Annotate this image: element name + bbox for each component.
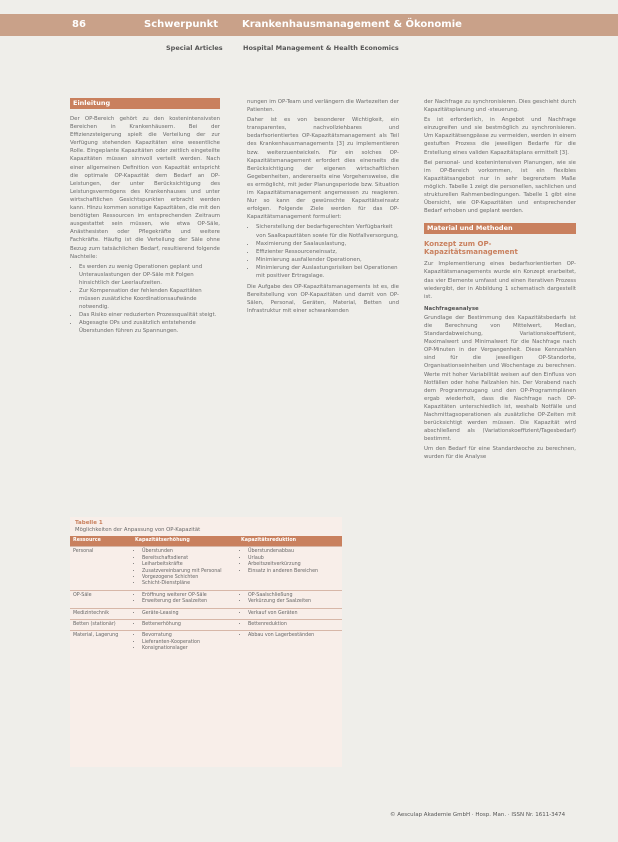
list-item: • Konsignationslager: [142, 646, 235, 652]
list-item: • Zur Kompensation der fehlenden Kapazitäten müssen zusätzliche Koordinationsaufwände notwendig.: [79, 287, 220, 311]
list-item: • Lieferanten-Kooperation: [142, 640, 235, 646]
list-item: • Geräte-Leasing: [142, 611, 235, 617]
list-item: • Verkürzung der Saalzeiten: [248, 599, 339, 605]
decrease-cell: [238, 620, 342, 631]
list-item: • Einsatz in anderen Bereichen: [248, 569, 339, 575]
list-item: • Sicherstellung der bedarfsgerechten Verfügbarkeit von Saalkapazitäten sowie für die Notfallversorgung,: [256, 223, 399, 239]
body-paragraph: Um den Bedarf für eine Standardwoche zu berechnen, wurden für die Analyse: [424, 446, 576, 461]
list-item: • Minimierung ausfallender Operationen,: [256, 256, 399, 264]
table-caption: Möglichkeiten der Anpassung von OP-Kapazität: [75, 527, 201, 533]
table-header-row: [70, 536, 342, 547]
subheader-left: Special Articles: [166, 44, 223, 52]
decrease-cell: [238, 631, 342, 655]
table-row: [70, 590, 342, 608]
resource-cell: OP-Säle: [70, 590, 132, 608]
list-item: • Bettenerhöhung: [142, 622, 235, 628]
increase-cell: [132, 608, 238, 619]
list-item: • Arbeitszeitverkürzung: [248, 562, 339, 568]
list-item: • Es werden zu wenig Operationen geplant und Unterauslastungen der OP-Säle mit Folgen hinsichtlich der Leerlaufzeiten.: [79, 263, 220, 287]
list-item: • Abgesagte OPs und zusätzlich entstehende Überstunden führen zu Spannungen.: [79, 319, 220, 335]
table-label: Tabelle 1: [75, 520, 103, 526]
section-heading-einleitung: Einleitung: [70, 98, 220, 109]
body-paragraph: Bei personal- und kostenintensiven Planungen, wie sie im OP-Bereich vorkommen, ist ein flexibles Kapazitätsangebot nur in sehr begrenztem Maße möglich. Tabelle 1 zeigt die personellen, sachlichen und strukturellen Rahmenbedingungen. Tabelle 1 gibt eine Übersicht, wie OP-Kapazitäten und entsprechender Bedarf erhoben und geplant werden.: [424, 159, 576, 215]
table-header-cell: Kapazitätserhöhung: [132, 536, 238, 547]
decrease-cell: [238, 547, 342, 590]
body-paragraph: Daher ist es von besonderer Wichtigkeit, ein transparentes, nachvollziehbares und bedarfsorientiertes OP-Kapazitätsmanagement als Teil des Krankenhausmanagements [3] zu implementieren bzw. weiterzuentwickeln. Für ein solches OP-Kapazitätsmanagement erfordert dies einerseits die Berücksichtigung der eigenen wirtschaftlichen Gegebenheiten, andererseits eine Vorgehensweise, die es ermöglicht, mit jeder Planungsperiode bzw. Situation im Kapazitätsmanagement angemessen zu reagieren. Nur so kann der gewünschte Kapazitätseinsatz erfolgen. Folgende Ziele werden für das OP-Kapazitätsmanagement formuliert:: [247, 117, 399, 221]
list-item: • Überstundenabbau: [248, 549, 339, 555]
table-row: [70, 608, 342, 619]
list-item: • OP-Saalschließung: [248, 593, 339, 599]
resource-cell: Betten (stationär): [70, 620, 132, 631]
body-paragraph: der Nachfrage zu synchronisieren. Dies geschieht durch Kapazitätsplanung und -steuerung.: [424, 99, 576, 114]
list-item: • Überstunden: [142, 549, 235, 555]
increase-cell: [132, 631, 238, 655]
table-header-cell: Ressource: [70, 536, 132, 547]
capacity-table: [70, 536, 342, 655]
table-header-cell: Kapazitätsreduktion: [238, 536, 342, 547]
decrease-cell: [238, 608, 342, 619]
bullet-list: [247, 223, 399, 280]
list-item: • Leiharbeitskräfte: [142, 562, 235, 568]
list-item: • Verkauf von Geräten: [248, 611, 339, 617]
table-row: [70, 620, 342, 631]
list-item: • Schicht-Dienstpläne: [142, 581, 235, 587]
list-item: • Bereitschaftsdienst: [142, 556, 235, 562]
increase-cell: [132, 547, 238, 590]
list-item: • Zusatzvereinbarung mit Personal: [142, 569, 235, 575]
body-paragraph: Die Aufgabe des OP-Kapazitätsmanagements ist es, die Bereitstellung von OP-Kapazitäten und damit von OP-Sälen, Personal, Geräten, Material, Betten und Infrastruktur mit einer schwankenden: [247, 284, 399, 315]
list-item: • Effizienter Ressourceneinsatz,: [256, 248, 399, 256]
resource-cell: Personal: [70, 547, 132, 590]
bullet-list: [70, 263, 220, 336]
list-item: • Das Risiko einer reduzierten Prozessqualität steigt.: [79, 311, 220, 319]
list-item: • Urlaub: [248, 556, 339, 562]
body-paragraph: Es ist erforderlich, in Angebot und Nachfrage einzugreifen und sie bestmöglich zu synchronisieren. Um Kapazitätsengpässe zu vermeiden, werden in einem gestuften Prozess die jeweiligen Bedarfe für die Erstellung eines validen Kapazitätsplans ermittelt [3].: [424, 117, 576, 156]
table-row: [70, 631, 342, 655]
list-item: • Eröffnung weiterer OP-Säle: [142, 593, 235, 599]
body-paragraph: Zur Implementierung eines bedarfsorientierten OP-Kapazitätsmanagements wurde ein Konzept erarbeitet, das vier Elemente umfasst und einen iterativen Prozess wiedergibt, der in Abbildung 1 schematisch dargestellt ist.: [424, 261, 576, 300]
column-1: [70, 98, 220, 510]
runin-heading: Nachfrageanalyse: [424, 305, 479, 312]
subheader-right: Hospital Management & Health Economics: [243, 44, 399, 52]
resource-cell: Material, Lagerung: [70, 631, 132, 655]
decrease-cell: [238, 590, 342, 608]
body-paragraph: Grundlage der Bestimmung des Kapazitätsbedarfs ist die Berechnung von Mittelwert, Median, Standardabweichung, Variationskoeffizient, Maximalwert und Minimalwert für die Nachfrage nach OP-Minuten in der Vergangenheit. Diese Kennzahlen sind für die jeweiligen OP-Standorte, Organisationseinheiten und Wochentage zu berechnen. Werte mit hoher Variabilität weisen auf den Einfluss von Notfällen oder hohe Fallzahlen hin. Der Vorabend nach dem Programmzugang und den OP-Programmplänen ergab wiederholt, dass die Nachfrage nach OP-Kapazitäten unterschiedlich ist, weshalb Notfälle und Nachmittagsoperationen als zusätzliche OP-Zeiten mit berücksichtigt werden müssen. Die Kapazität wird abschließend als (Variationskoeffizient/Tagesbedarf) bestimmt.: [424, 314, 576, 443]
column-2: [247, 98, 399, 510]
column-3: [424, 98, 576, 803]
list-item: • Vorgezogene Schichten: [142, 575, 235, 581]
section-title: Schwerpunkt: [144, 19, 219, 30]
copyright-footer: © Aesculap Akademie GmbH · Hosp. Man. · ISSN Nr. 1611-3474: [390, 812, 566, 818]
body-paragraph: Der OP-Bereich gehört zu den kostenintensivsten Bereichen in Krankenhäusern. Bei der Effizienzsteigerung spielt die Verteilung der zur Verfügung stehenden Kapazitäten eine wesentliche Rolle. Eingeplante Kapazitäten oder zeitlich eingeteilte Kapazitäten müssen sinnvoll verteilt werden. Nach einer allgemeinen Definition von Kapazität entspricht die optimale OP-Kapazität dem Bedarf an OP-Leistungen, der unter Berücksichtigung des Leistungsvermögens des Krankenhauses und unter wirtschaftlichen Gesichtspunkten erbracht werden kann. Hinzu kommen sonstige Kapazitäten, die mit den benötigten Ressourcen im entsprechenden Zeitraum ausgestattet sein müssen, wie etwa OP-Säle, Anästhesisten oder Pflegekräfte und weitere Fachkräfte. Häufig ist die Verteilung der Säle ohne Bezug zum tatsächlichen Bedarf, resultierend folgende Nachteile:: [70, 116, 220, 260]
list-item: • Bevorratung: [142, 633, 235, 639]
list-item: • Abbau von Lagerbeständen: [248, 633, 339, 639]
section-heading-material: Material und Methoden: [424, 223, 576, 234]
increase-cell: [132, 620, 238, 631]
resource-cell: Medizintechnik: [70, 608, 132, 619]
list-item: • Minimierung der Auslastungsrisiken bei Operationen mit positiver Ertragslage.: [256, 264, 399, 280]
list-item: • Maximierung der Saalauslastung,: [256, 240, 399, 248]
table-row: [70, 547, 342, 590]
header-bar: [0, 14, 618, 36]
increase-cell: [132, 590, 238, 608]
list-item: • Bettenreduktion: [248, 622, 339, 628]
body-paragraph: nungen im OP-Team und verlängern die Wartezeiten der Patienten.: [247, 99, 399, 114]
table-1-box: [70, 517, 342, 767]
subsection-heading: Konzept zum OP-Kapazitätsmanagement: [424, 240, 518, 257]
page-number: 86: [72, 19, 86, 30]
list-item: • Erweiterung der Saalzeiten: [142, 599, 235, 605]
topic-title: Krankenhausmanagement & Ökonomie: [242, 19, 462, 30]
